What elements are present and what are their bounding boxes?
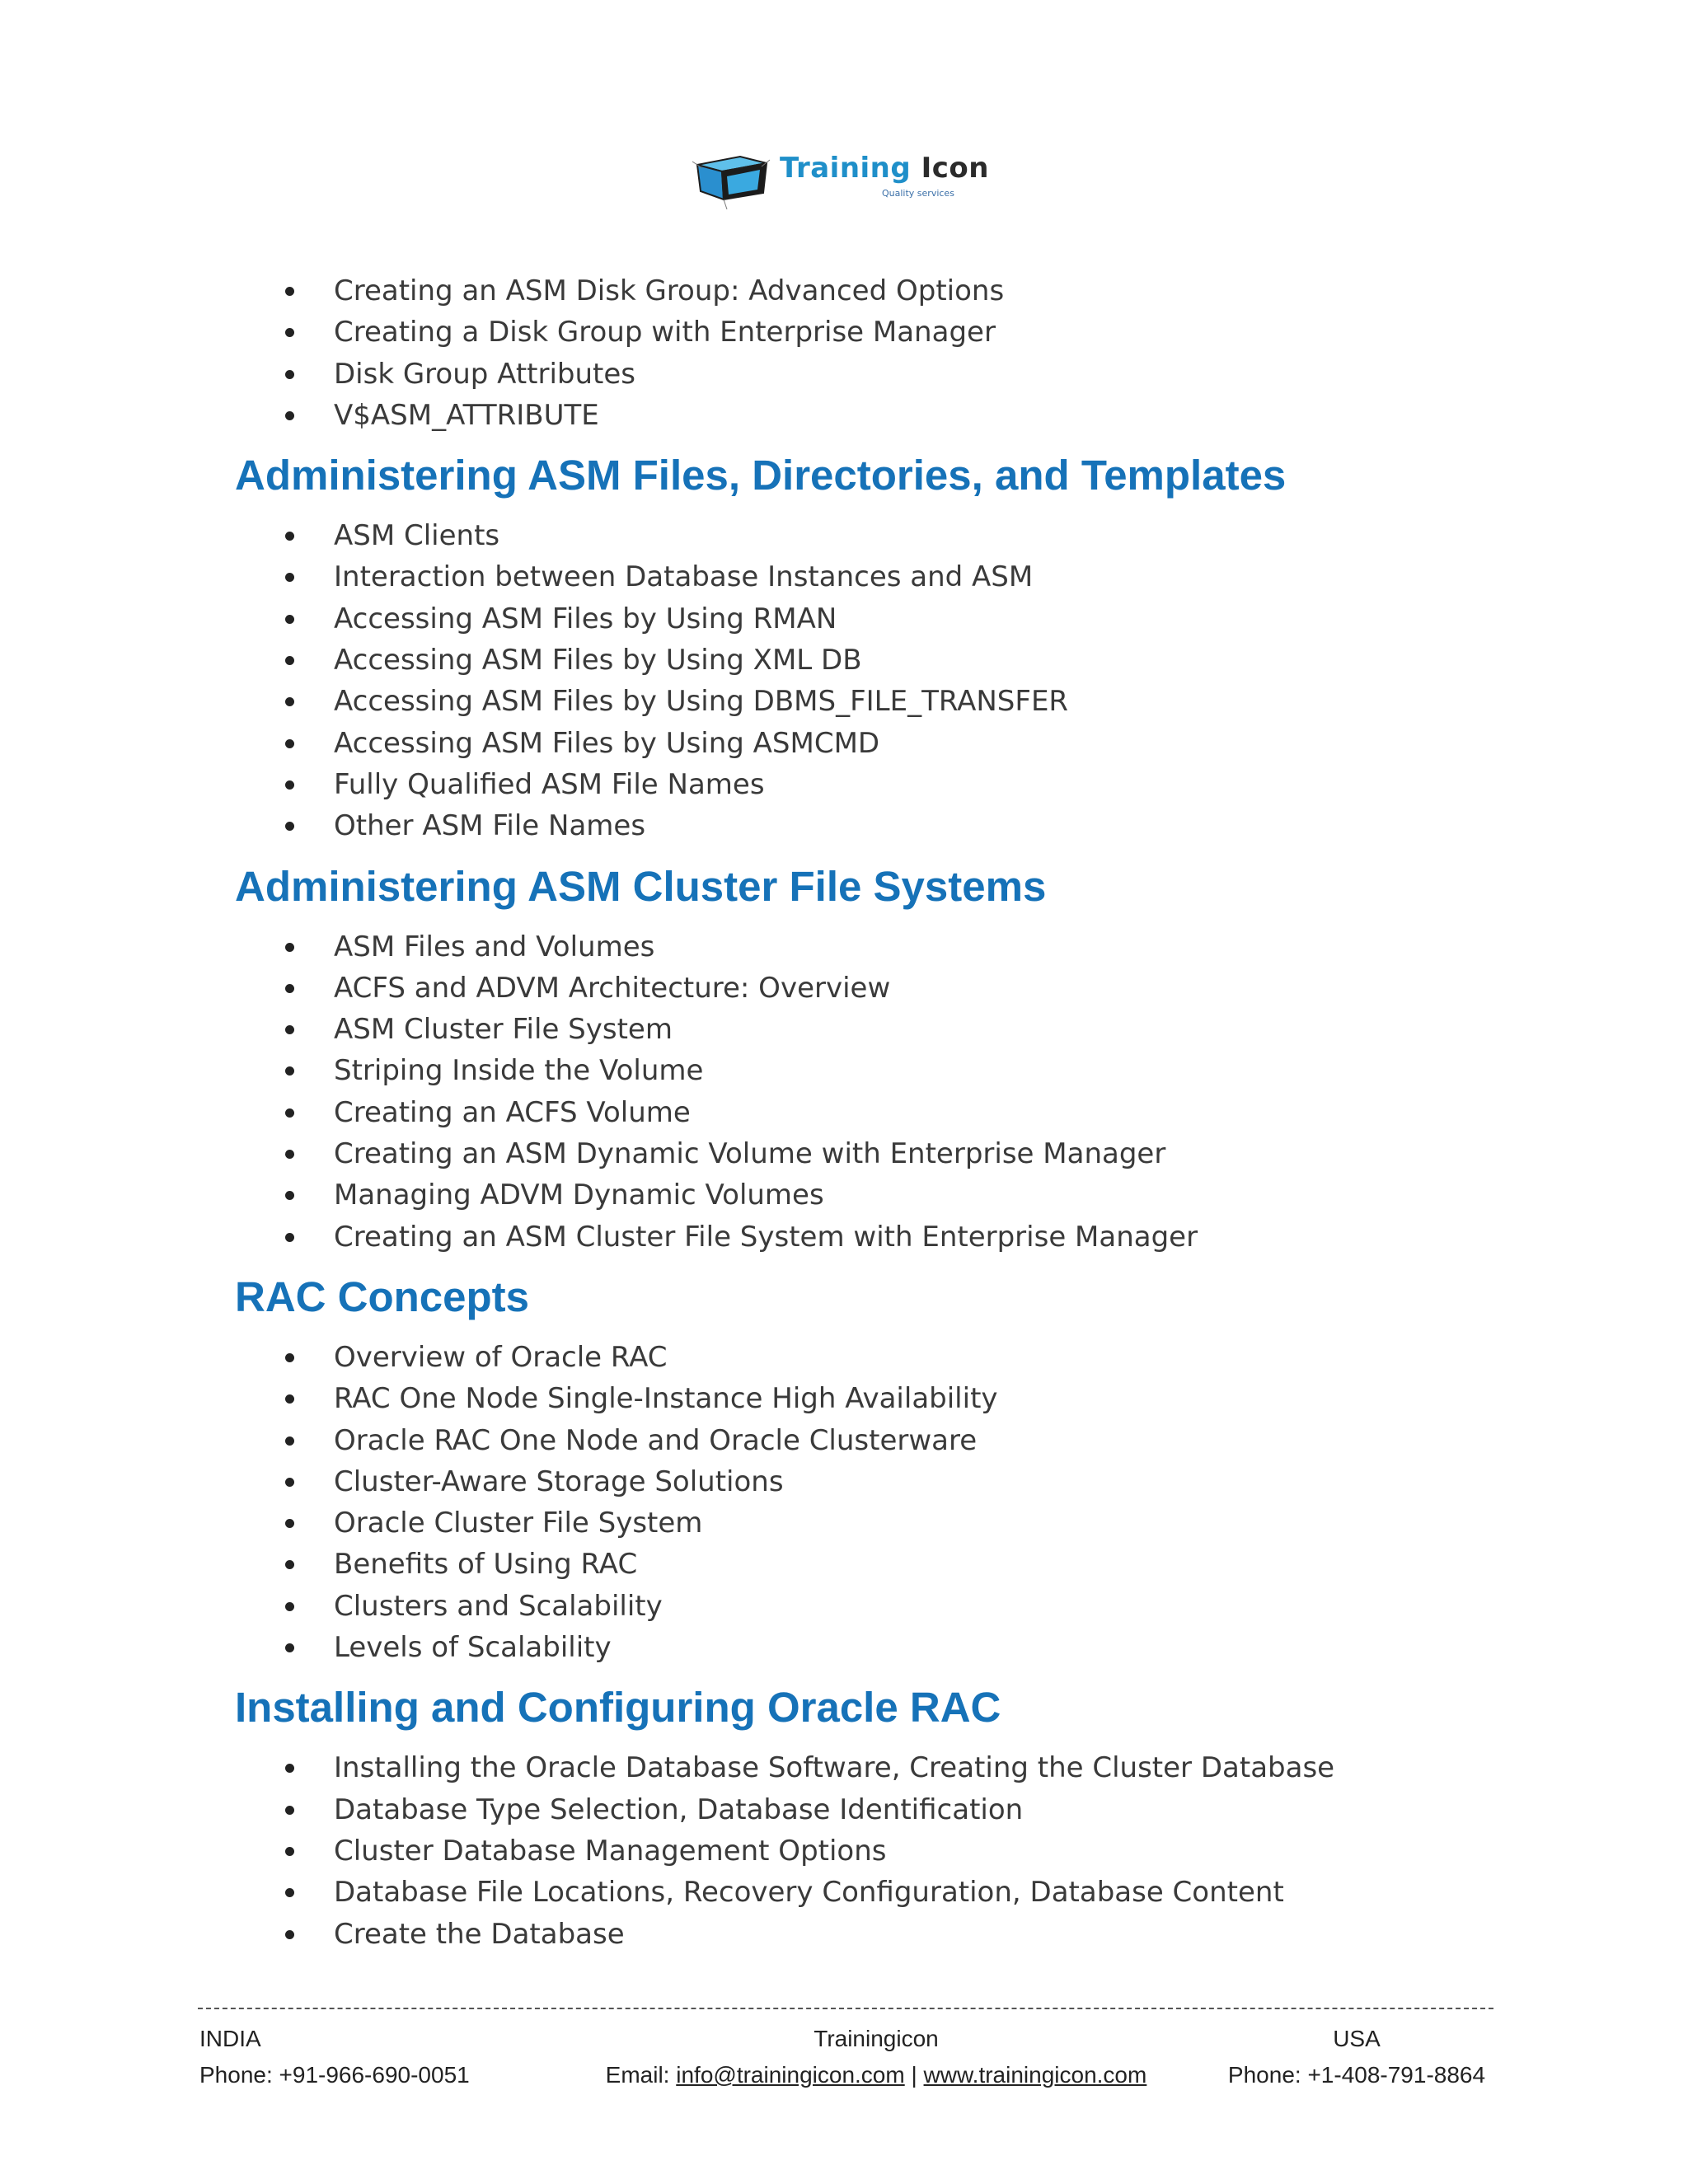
section-heading-rac-concepts: RAC Concepts — [235, 1272, 530, 1320]
footer-usa-block — [1220, 2021, 1493, 2093]
list-item-text: Disk Group Attributes — [334, 357, 635, 391]
list-item-text: Creating a Disk Group with Enterprise Manager — [334, 316, 996, 349]
list-item — [0, 395, 1688, 436]
list-item-text: Creating an ACFS Volume — [334, 1095, 691, 1129]
list-item — [0, 926, 1688, 968]
intro-bullet-list — [0, 270, 1688, 436]
list-item — [0, 1378, 1688, 1419]
list-item — [0, 805, 1688, 846]
bullet-icon — [285, 1066, 294, 1076]
list-item-text: Accessing ASM Files by Using ASMCMD — [334, 726, 880, 760]
list-item-text: V$ASM_ATTRIBUTE — [334, 398, 599, 432]
list-item — [0, 681, 1688, 722]
list-item — [0, 1544, 1688, 1585]
list-item — [0, 1461, 1688, 1502]
training-icon-logo — [691, 147, 989, 213]
bullet-icon — [285, 943, 294, 952]
bullet-icon — [285, 573, 294, 582]
bullet-icon — [285, 1930, 294, 1939]
list-item-text: Database Type Selection, Database Identification — [334, 1793, 1024, 1826]
bullet-icon — [285, 1478, 294, 1487]
list-item-text: Cluster Database Management Options — [334, 1834, 887, 1868]
list-item — [0, 354, 1688, 395]
logo-tagline: Quality services — [882, 188, 954, 199]
bullet-icon — [285, 1436, 294, 1446]
bullet-icon — [285, 1353, 294, 1362]
list-item-text: Interaction between Database Instances and ASM — [334, 560, 1034, 594]
bullet-icon — [285, 1025, 294, 1034]
list-item-text: Other ASM File Names — [334, 809, 646, 843]
list-item — [0, 1420, 1688, 1461]
list-item — [0, 1872, 1688, 1913]
list-item-text: Create the Database — [334, 1917, 625, 1951]
section-rac-concepts-list — [0, 1337, 1688, 1668]
bullet-icon — [285, 1560, 294, 1569]
section-acfs-list — [0, 926, 1688, 1258]
bullet-icon — [285, 370, 294, 379]
list-item — [0, 312, 1688, 353]
list-item — [0, 515, 1688, 556]
bullet-icon — [285, 328, 294, 337]
list-item-text: Clusters and Scalability — [334, 1589, 663, 1623]
footer-email-label: Email: — [605, 2062, 677, 2088]
footer-email-link[interactable]: info@trainingicon.com — [676, 2062, 905, 2088]
bullet-icon — [285, 984, 294, 993]
list-item — [0, 1502, 1688, 1544]
list-item — [0, 968, 1688, 1009]
bullet-icon — [285, 1150, 294, 1159]
list-item-text: Database File Locations, Recovery Configuration, Database Content — [334, 1876, 1284, 1910]
section-asm-files-list — [0, 515, 1688, 846]
list-item — [0, 640, 1688, 681]
list-item — [0, 1830, 1688, 1872]
bullet-icon — [285, 1643, 294, 1652]
list-item-text: Accessing ASM Files by Using RMAN — [334, 602, 837, 635]
list-item — [0, 598, 1688, 640]
list-item-text: Overview of Oracle RAC — [334, 1340, 668, 1374]
section-heading-installing-rac: Installing and Configuring Oracle RAC — [235, 1684, 1001, 1732]
bullet-icon — [285, 822, 294, 831]
course-outline — [0, 270, 1688, 1955]
bullet-icon — [285, 1764, 294, 1773]
list-item — [0, 1747, 1688, 1788]
list-item-text: Installing the Oracle Database Software, Creating the Cluster Database — [334, 1751, 1335, 1785]
section-installing-rac-list — [0, 1747, 1688, 1954]
footer-separator: | — [904, 2062, 924, 2088]
list-item — [0, 1789, 1688, 1830]
list-item-text: ACFS and ADVM Architecture: Overview — [334, 971, 891, 1005]
bullet-icon — [285, 615, 294, 624]
cube-logo-icon — [691, 147, 781, 213]
list-item-text: Cluster-Aware Storage Solutions — [334, 1465, 784, 1498]
list-item-text: Striping Inside the Volume — [334, 1054, 704, 1088]
list-item — [0, 1092, 1688, 1133]
footer-india-phone: Phone: +91-966-690-0051 — [199, 2062, 470, 2088]
bullet-icon — [285, 1806, 294, 1815]
bullet-icon — [285, 1394, 294, 1404]
list-item-text: Managing ADVM Dynamic Volumes — [334, 1179, 824, 1212]
footer-usa-phone: Phone: +1-408-791-8864 — [1227, 2062, 1486, 2088]
list-item-text: RAC One Node Single-Instance High Availability — [334, 1382, 998, 1416]
logo-word-icon: Icon — [921, 152, 989, 185]
list-item — [0, 1216, 1688, 1258]
list-item — [0, 556, 1688, 598]
bullet-icon — [285, 1602, 294, 1611]
logo-word-training: Training — [780, 152, 912, 185]
bullet-icon — [285, 1888, 294, 1897]
list-item — [0, 1050, 1688, 1091]
bullet-icon — [285, 287, 294, 296]
list-item — [0, 764, 1688, 805]
list-item-text: Benefits of Using RAC — [334, 1548, 638, 1582]
footer-india-block — [199, 2021, 470, 2093]
list-item-text: Accessing ASM Files by Using XML DB — [334, 644, 862, 677]
list-item-text: Levels of Scalability — [334, 1631, 612, 1665]
list-item — [0, 1174, 1688, 1216]
list-item-text: Fully Qualified ASM File Names — [334, 767, 765, 801]
footer-contact-block — [600, 2021, 1152, 2093]
section-heading-asm-files: Administering ASM Files, Directories, and Templates — [235, 452, 1287, 499]
footer-contact-line — [600, 2057, 1152, 2093]
bullet-icon — [285, 739, 294, 748]
list-item — [0, 1009, 1688, 1050]
bullet-icon — [285, 780, 294, 790]
footer-website-link[interactable]: www.trainingicon.com — [923, 2062, 1147, 2088]
bullet-icon — [285, 1108, 294, 1118]
bullet-icon — [285, 656, 294, 665]
list-item-text: Creating an ASM Disk Group: Advanced Options — [334, 274, 1005, 307]
list-item — [0, 270, 1688, 312]
section-heading-acfs: Administering ASM Cluster File Systems — [235, 862, 1047, 910]
list-item-text: Accessing ASM Files by Using DBMS_FILE_TRANSFER — [334, 685, 1069, 719]
footer-india-label: INDIA — [199, 2026, 261, 2051]
bullet-icon — [285, 1519, 294, 1528]
list-item-text: Oracle Cluster File System — [334, 1507, 703, 1540]
list-item-text: Creating an ASM Cluster File System with Enterprise Manager — [334, 1220, 1198, 1254]
bullet-icon — [285, 1233, 294, 1242]
list-item — [0, 1586, 1688, 1627]
list-item-text: ASM Cluster File System — [334, 1013, 673, 1047]
bullet-icon — [285, 1191, 294, 1200]
bullet-icon — [285, 411, 294, 420]
list-item — [0, 1133, 1688, 1174]
list-item-text: ASM Clients — [334, 519, 500, 553]
list-item — [0, 1627, 1688, 1668]
list-item — [0, 1914, 1688, 1955]
list-item-text: ASM Files and Volumes — [334, 930, 655, 963]
bullet-icon — [285, 532, 294, 541]
footer-divider — [198, 2008, 1493, 2009]
logo-wordmark — [780, 152, 989, 185]
list-item — [0, 1337, 1688, 1378]
list-item-text: Oracle RAC One Node and Oracle Clusterware — [334, 1423, 978, 1457]
page-footer — [198, 2021, 1493, 2095]
bullet-icon — [285, 697, 294, 706]
list-item-text: Creating an ASM Dynamic Volume with Enterprise Manager — [334, 1137, 1166, 1171]
footer-usa-label: USA — [1333, 2026, 1381, 2051]
bullet-icon — [285, 1847, 294, 1856]
footer-company-name: Trainingicon — [814, 2026, 939, 2051]
list-item — [0, 723, 1688, 764]
